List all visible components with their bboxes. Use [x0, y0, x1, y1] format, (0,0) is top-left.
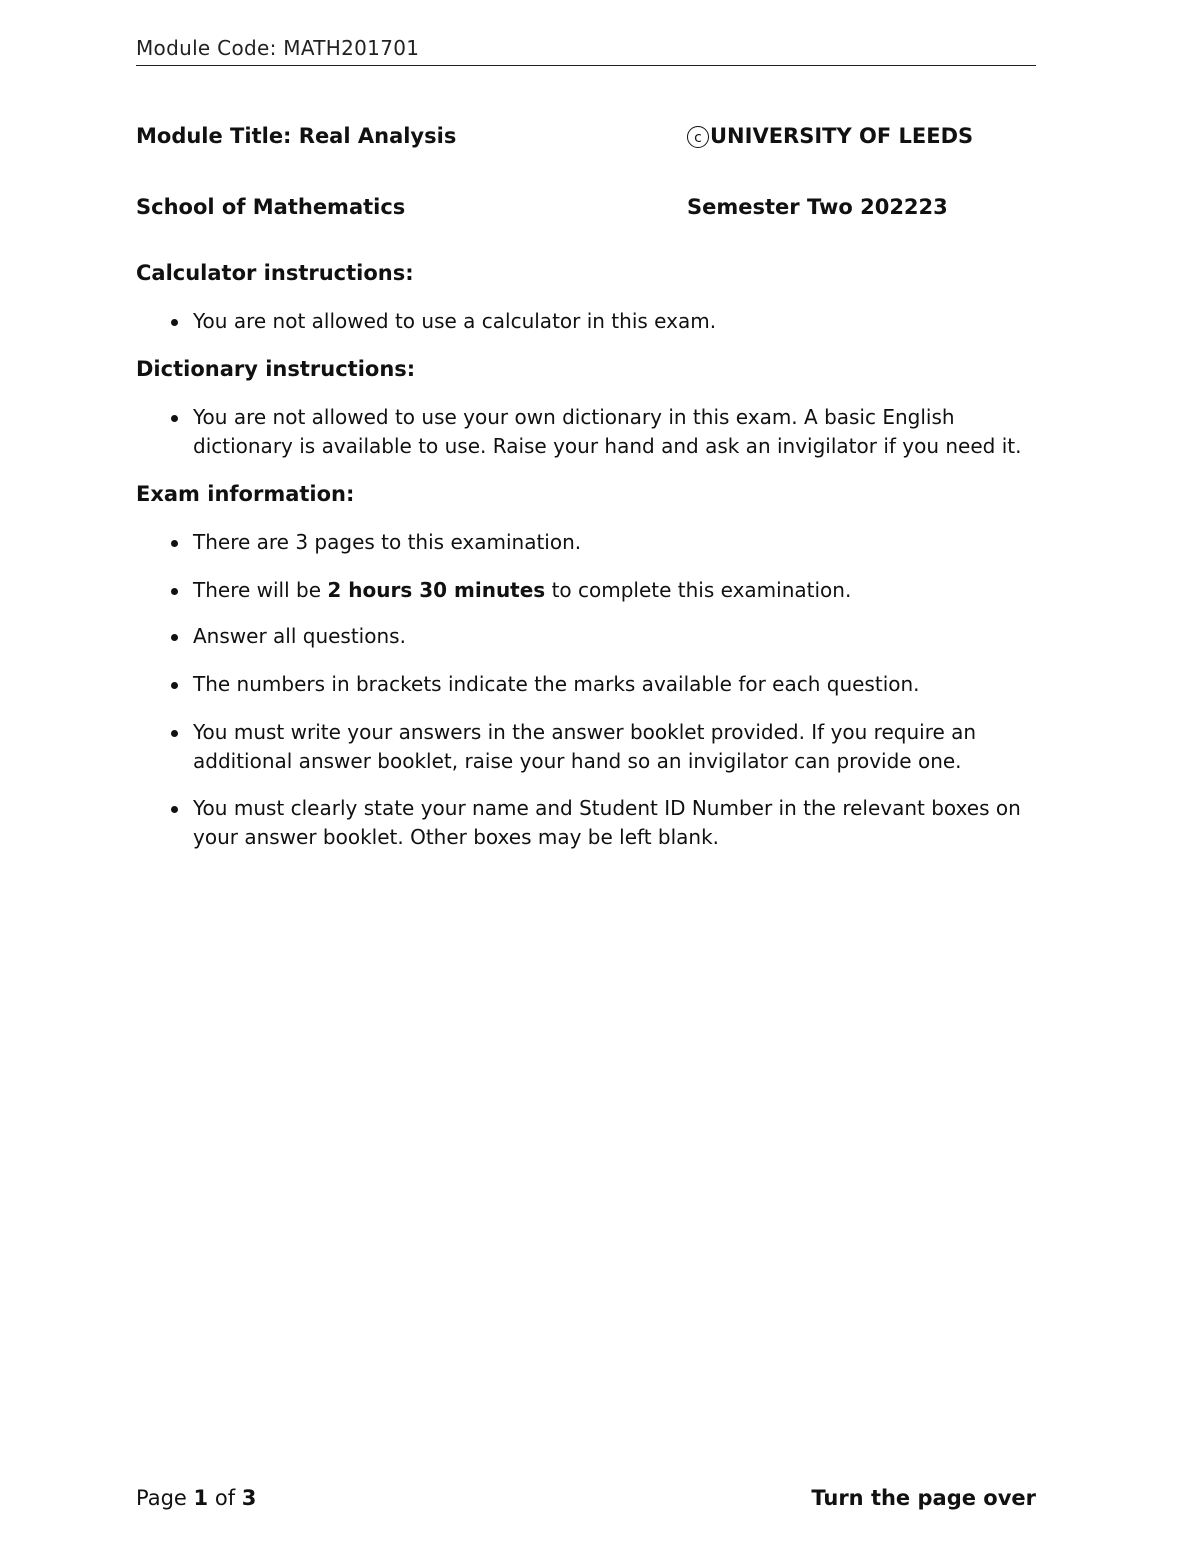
list-item: [193, 718, 1043, 776]
list-item: [193, 403, 1043, 461]
bullet-icon: [171, 588, 178, 595]
copyright-icon: c: [687, 126, 709, 148]
list-item-text: [193, 578, 851, 602]
bullet-icon: [171, 806, 178, 813]
running-head: Module Code: MATH201701: [136, 36, 420, 60]
list-item: [193, 622, 1043, 651]
university-name: UNIVERSITY OF LEEDS: [710, 124, 974, 148]
list-item: [193, 576, 1043, 605]
module-title: Module Title: Real Analysis: [136, 124, 457, 148]
calculator-heading: Calculator instructions:: [136, 261, 414, 285]
list-item-text: You must clearly state your name and Student ID Number in the relevant boxes on your answer booklet. Other boxes may be left blank.: [193, 796, 1021, 849]
list-item: [193, 307, 1043, 336]
exam-info-heading: Exam information:: [136, 482, 355, 506]
page-word: Page: [136, 1486, 187, 1510]
university-line: [687, 124, 973, 148]
list-item-text: You are not allowed to use a calculator in this exam.: [193, 309, 717, 333]
duration-suffix: to complete this examination.: [545, 578, 852, 602]
dictionary-heading: Dictionary instructions:: [136, 357, 416, 381]
school-name: School of Mathematics: [136, 195, 406, 219]
list-item: [193, 670, 1043, 699]
duration-prefix: There will be: [193, 578, 328, 602]
list-item: [193, 528, 1043, 557]
turn-over-note: Turn the page over: [811, 1486, 1036, 1510]
header-rule: [136, 65, 1036, 66]
list-item-text: You are not allowed to use your own dictionary in this exam. A basic English dictionary is available to use. Raise your hand and ask an invigilator if you need it.: [193, 405, 1022, 458]
list-item: [193, 794, 1043, 852]
page-indicator: [136, 1486, 256, 1510]
semester: Semester Two 202223: [687, 195, 948, 219]
bullet-icon: [171, 730, 178, 737]
bullet-icon: [171, 415, 178, 422]
bullet-icon: [171, 634, 178, 641]
bullet-icon: [171, 540, 178, 547]
exam-duration: 2 hours 30 minutes: [327, 578, 546, 602]
list-item-text: Answer all questions.: [193, 624, 406, 648]
list-item-text: You must write your answers in the answer booklet provided. If you require an additional answer booklet, raise your hand so an invigilator can provide one.: [193, 720, 977, 773]
bullet-icon: [171, 682, 178, 689]
bullet-icon: [171, 319, 178, 326]
list-item-text: The numbers in brackets indicate the marks available for each question.: [193, 672, 920, 696]
page-total: 3: [241, 1486, 257, 1510]
of-word: of: [214, 1486, 236, 1510]
page-current: 1: [193, 1486, 209, 1510]
list-item-text: There are 3 pages to this examination.: [193, 530, 582, 554]
